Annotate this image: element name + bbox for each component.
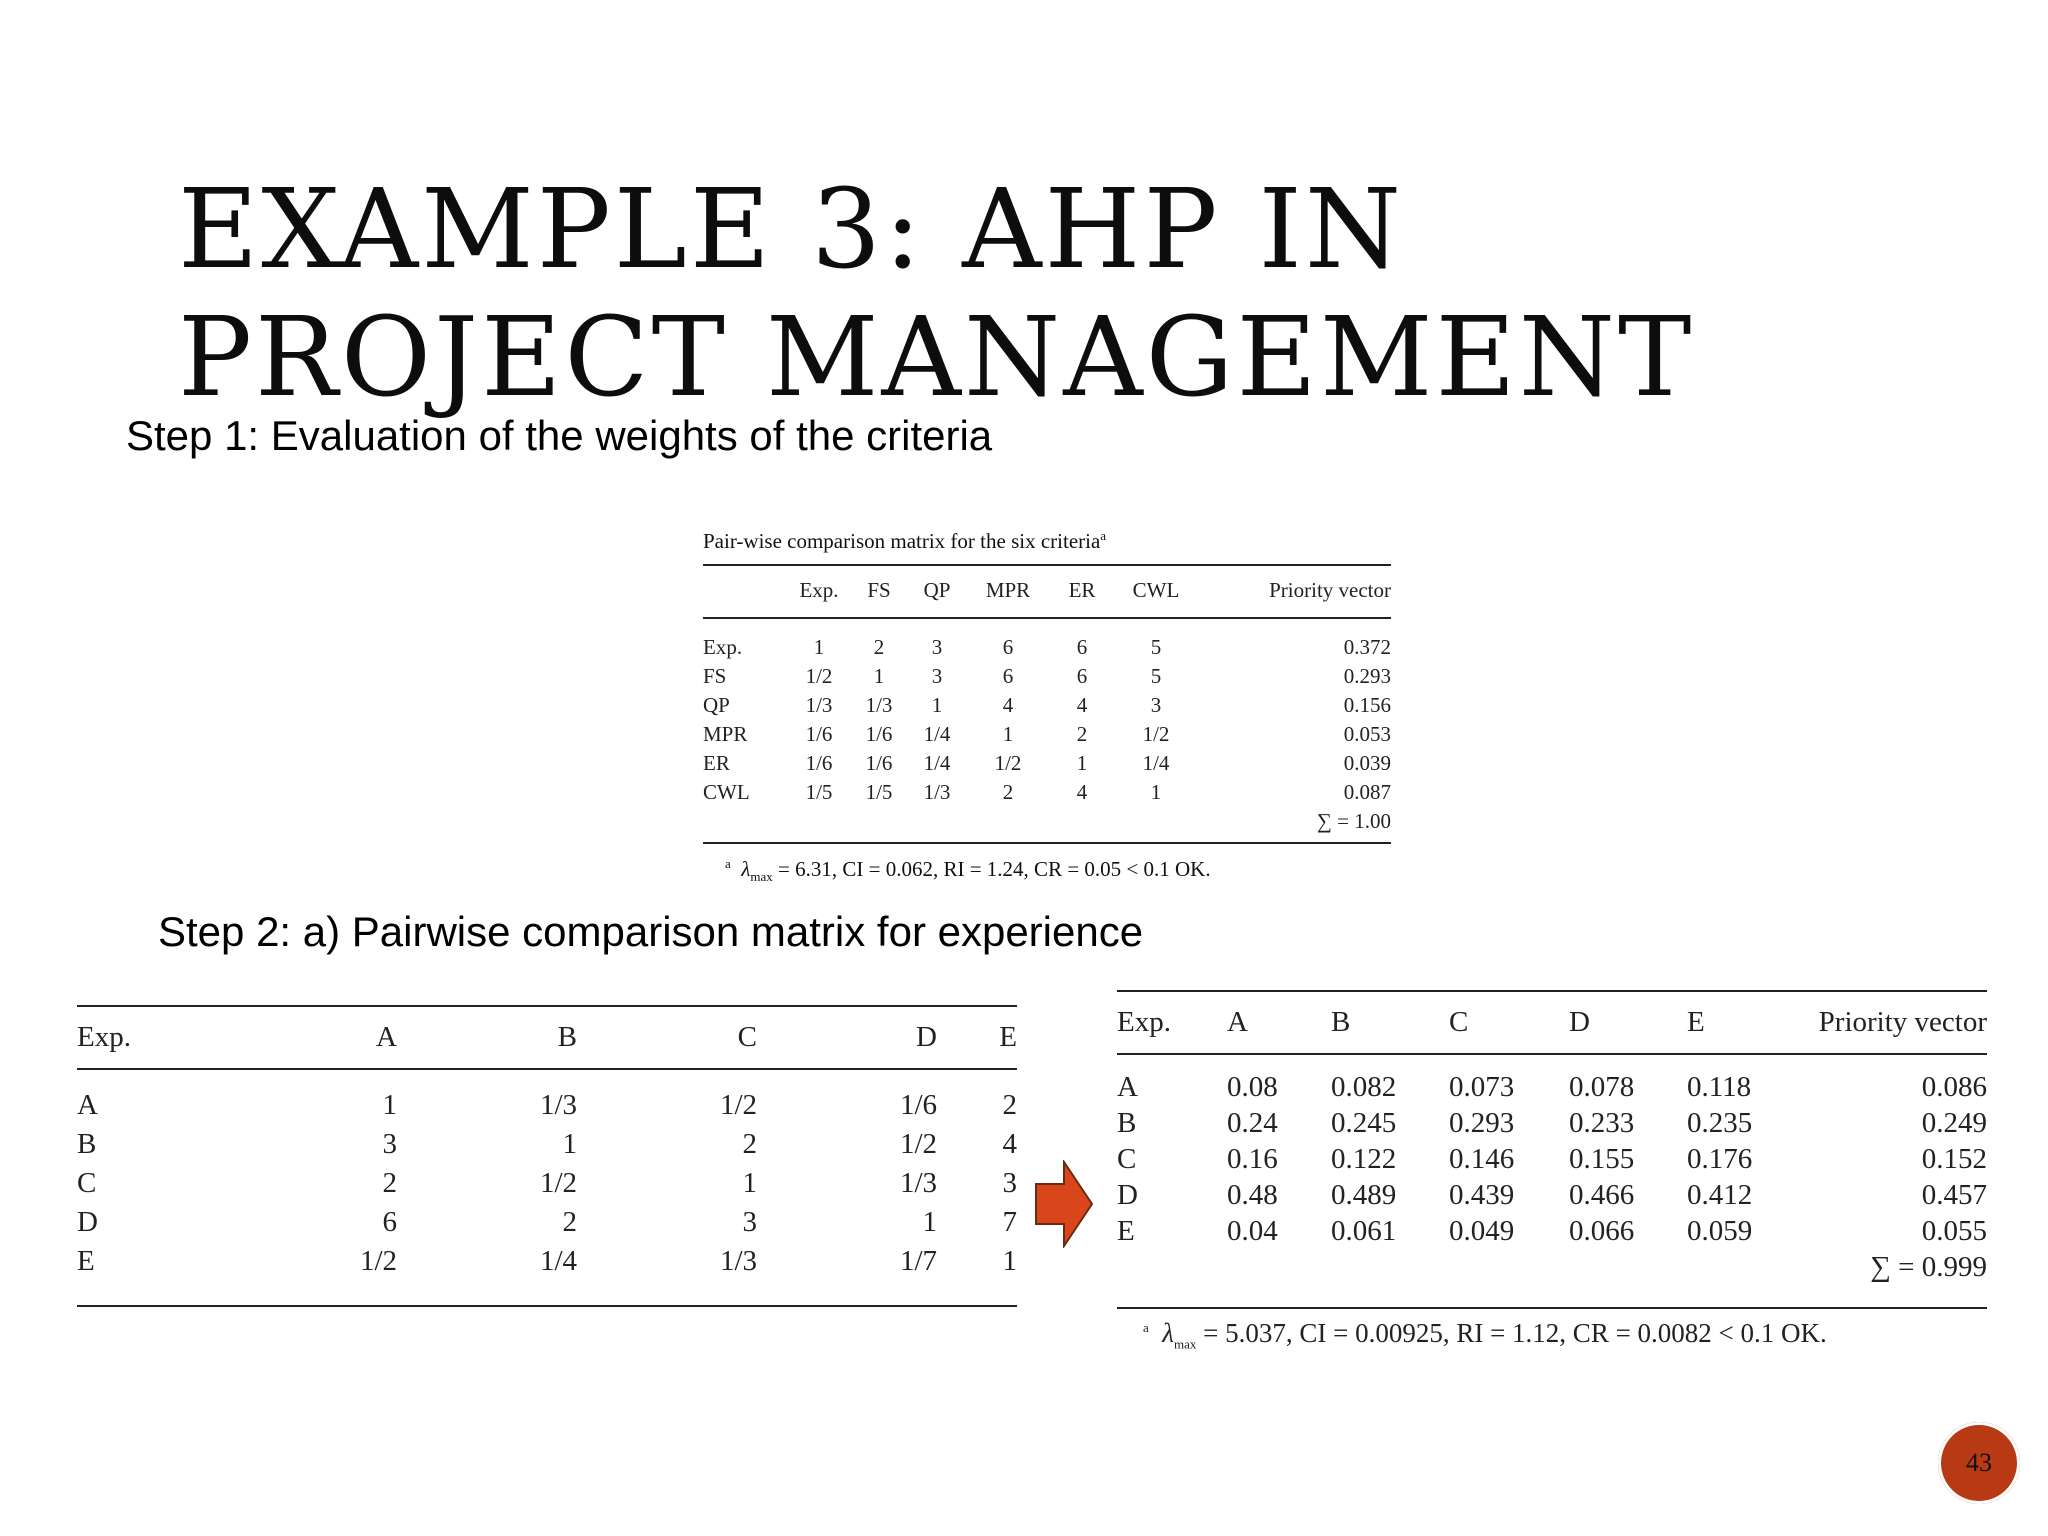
page-number-badge: [1938, 1422, 2020, 1504]
table-header-row: [77, 1006, 1017, 1069]
row-header: A: [1117, 1071, 1138, 1103]
table-cell: 1/2: [1142, 722, 1170, 746]
slide-title: [178, 165, 1878, 421]
table-cell: 6: [1002, 664, 1014, 688]
step-2-text: Step 2: a) Pairwise comparison matrix for experience: [158, 908, 1144, 955]
table-cell: 3: [382, 1128, 397, 1160]
table-cell: 0.24: [1227, 1107, 1278, 1139]
table-cell: 0.061: [1331, 1215, 1397, 1247]
table-row: [1117, 1105, 1987, 1141]
table-cell: 0.122: [1331, 1143, 1397, 1175]
table-row: [1117, 1141, 1987, 1177]
table-row: [1117, 1213, 1987, 1249]
table-cell: 6: [1076, 664, 1088, 688]
priority-cell: 0.156: [1343, 693, 1391, 717]
table-cell: 2: [382, 1167, 397, 1199]
table-cell: 1/2: [805, 664, 833, 688]
header-cell: A: [376, 1021, 397, 1053]
header-cell: A: [1227, 1006, 1248, 1038]
table-row: [77, 1203, 1017, 1242]
table-row: [703, 618, 1391, 662]
priority-cell: 0.372: [1343, 635, 1391, 659]
table-header-row: [703, 565, 1391, 618]
table-cell: 0.176: [1687, 1143, 1753, 1175]
table-cell: 6: [1002, 635, 1014, 659]
priority-cell: 0.053: [1343, 722, 1391, 746]
table-cell: 0.08: [1227, 1071, 1278, 1103]
table-cell: 0.293: [1449, 1107, 1515, 1139]
table-cell: 1: [922, 1206, 937, 1238]
header-cell: D: [1569, 1006, 1590, 1038]
slide-title-line-2: PROJECT MANAGEMENT: [178, 293, 1695, 421]
table-cell: 0.16: [1227, 1143, 1278, 1175]
table-cell: 1: [382, 1089, 397, 1121]
normalized-matrix-table: [1117, 990, 1987, 1309]
header-cell: CWL: [1132, 578, 1180, 602]
table-cell: 7: [1002, 1206, 1017, 1238]
table-row: [1117, 1177, 1987, 1213]
priority-cell: 0.293: [1343, 664, 1391, 688]
table-row: [77, 1069, 1017, 1125]
table-cell: 3: [931, 664, 943, 688]
table-cell: 1/7: [899, 1245, 937, 1277]
table-cell: 1/3: [923, 780, 951, 804]
header-cell: B: [557, 1021, 577, 1053]
table-cell: 0.04: [1227, 1215, 1278, 1247]
table-cell: 1/2: [539, 1167, 577, 1199]
row-header: E: [77, 1245, 95, 1277]
table-cell: 4: [1002, 693, 1014, 717]
table-cell: 0.233: [1569, 1107, 1635, 1139]
table-row: [77, 1242, 1017, 1306]
row-header: B: [1117, 1107, 1137, 1139]
table-header-row: [1117, 991, 1987, 1054]
table-cell: 4: [1002, 1128, 1017, 1160]
table-cell: 1/6: [899, 1089, 937, 1121]
table-cell: 1: [1076, 751, 1088, 775]
sum-row: [703, 807, 1391, 843]
table-cell: 1/3: [719, 1245, 757, 1277]
table-cell: 0.049: [1449, 1215, 1515, 1247]
header-cell: Exp.: [77, 1021, 131, 1053]
experience-comparison-table: [77, 1005, 1017, 1307]
row-header: QP: [703, 693, 730, 717]
table-cell: 4: [1076, 693, 1088, 717]
row-header: MPR: [703, 722, 748, 746]
table-cell: 1/2: [359, 1245, 397, 1277]
table-cell: 6: [382, 1206, 397, 1238]
header-cell: D: [916, 1021, 937, 1053]
header-cell: Exp.: [799, 578, 839, 602]
table-cell: 0.059: [1687, 1215, 1753, 1247]
table-cell: 2: [1002, 780, 1014, 804]
criteria-table-caption: Pair-wise comparison matrix for the six criteria$^a$: [703, 528, 1107, 553]
header-cell: E: [1687, 1006, 1705, 1038]
table-cell: 1: [873, 664, 885, 688]
header-cell: ER: [1068, 578, 1096, 602]
row-header: A: [77, 1089, 98, 1121]
right-arrow-icon: [1034, 1160, 1094, 1248]
table-cell: 1: [1150, 780, 1162, 804]
table-cell: 5: [1150, 635, 1162, 659]
table-cell: 1: [931, 693, 943, 717]
row-header: D: [1117, 1179, 1138, 1211]
header-cell: FS: [867, 578, 891, 602]
table-cell: 0.073: [1449, 1071, 1515, 1103]
table-cell: 3: [742, 1206, 757, 1238]
row-header: FS: [703, 664, 727, 688]
table-cell: 0.466: [1569, 1179, 1635, 1211]
table-cell: 1/5: [865, 780, 893, 804]
header-cell: E: [999, 1021, 1017, 1053]
row-header: E: [1117, 1215, 1135, 1247]
normalized-table-footnote: $^a$ $\lambda_{max} = 5.037$, CI = 0.00925, RI = 1.12, CR = 0.0082 < 0.1 OK.: [1143, 1318, 1827, 1352]
row-header: C: [77, 1167, 97, 1199]
sum-value: ∑ = 1.00: [1316, 809, 1391, 833]
header-cell: Priority vector: [1818, 1006, 1987, 1038]
table-cell: 1/2: [899, 1128, 937, 1160]
header-cell: MPR: [985, 578, 1031, 602]
step-1-text: Step 1: Evaluation of the weights of the criteria: [126, 412, 993, 459]
table-cell: 0.155: [1569, 1143, 1635, 1175]
table-cell: 0.082: [1331, 1071, 1397, 1103]
table-row: [703, 720, 1391, 749]
table-cell: 1/4: [539, 1245, 577, 1277]
table-cell: 0.235: [1687, 1107, 1753, 1139]
priority-cell: 0.087: [1343, 780, 1391, 804]
table-cell: 2: [1076, 722, 1088, 746]
criteria-table-footnote: $^a$ $\lambda_{max} = 6.31$, CI = 0.062, RI = 1.24, CR = 0.05 < 0.1 OK.: [725, 856, 1211, 885]
table-cell: 1/5: [805, 780, 833, 804]
table-cell: 0.245: [1331, 1107, 1397, 1139]
priority-cell: 0.039: [1343, 751, 1391, 775]
table-cell: 3: [1150, 693, 1162, 717]
table-cell: 1: [1002, 1245, 1017, 1277]
table-cell: 2: [1002, 1089, 1017, 1121]
table-cell: 1/2: [719, 1089, 757, 1121]
table-cell: 1/6: [865, 722, 893, 746]
table-cell: 1: [562, 1128, 577, 1160]
row-header: C: [1117, 1143, 1137, 1175]
priority-cell: 0.249: [1921, 1107, 1987, 1139]
table-cell: 5: [1150, 664, 1162, 688]
table-cell: 1/4: [1142, 751, 1170, 775]
table-row: [703, 778, 1391, 807]
row-header: B: [77, 1128, 97, 1160]
table-cell: 1/4: [923, 722, 951, 746]
slide-title-line-1: EXAMPLE 3: AHP IN: [178, 165, 1405, 293]
table-row: [703, 749, 1391, 778]
row-header: ER: [703, 751, 730, 775]
sum-value: ∑ = 0.999: [1870, 1251, 1987, 1283]
table-cell: 3: [1002, 1167, 1017, 1199]
table-row: [1117, 1054, 1987, 1105]
table-cell: 0.48: [1227, 1179, 1278, 1211]
table-cell: 0.066: [1569, 1215, 1635, 1247]
sum-row: [1117, 1249, 1987, 1308]
header-cell: Priority vector: [1269, 578, 1391, 602]
table-cell: 2: [873, 635, 885, 659]
caption-footnote-mark: a: [1100, 528, 1107, 543]
table-cell: 1/3: [865, 693, 893, 717]
table-cell: 2: [562, 1206, 577, 1238]
priority-cell: 0.086: [1921, 1071, 1987, 1103]
table-cell: 1/3: [805, 693, 833, 717]
table-cell: 1/2: [994, 751, 1022, 775]
header-cell: QP: [923, 578, 951, 602]
table-cell: 1: [813, 635, 825, 659]
table-cell: 6: [1076, 635, 1088, 659]
table-row: [703, 691, 1391, 720]
row-header: D: [77, 1206, 98, 1238]
header-cell: B: [1331, 1006, 1351, 1038]
table-cell: 0.489: [1331, 1179, 1397, 1211]
table-cell: 0.118: [1687, 1071, 1752, 1103]
header-cell: C: [1449, 1006, 1469, 1038]
table-cell: 0.078: [1569, 1071, 1635, 1103]
priority-cell: 0.055: [1921, 1215, 1987, 1247]
table-cell: 1/6: [805, 722, 833, 746]
priority-cell: 0.152: [1921, 1143, 1987, 1175]
header-cell: [703, 565, 789, 618]
table-cell: 0.146: [1449, 1143, 1515, 1175]
row-header: CWL: [703, 780, 750, 804]
criteria-comparison-table: [703, 564, 1391, 844]
table-cell: 1/4: [923, 751, 951, 775]
table-cell: 1: [1002, 722, 1014, 746]
table-cell: 1/6: [865, 751, 893, 775]
table-row: [77, 1125, 1017, 1164]
table-cell: 0.412: [1687, 1179, 1753, 1211]
criteria-table-block: [703, 528, 1391, 885]
table-cell: 2: [742, 1128, 757, 1160]
table-cell: 3: [931, 635, 943, 659]
table-cell: 1/6: [805, 751, 833, 775]
row-header: Exp.: [703, 635, 743, 659]
table-row: [77, 1164, 1017, 1203]
table-cell: 1/3: [539, 1089, 577, 1121]
table-cell: 0.439: [1449, 1179, 1515, 1211]
table-cell: 1/3: [899, 1167, 937, 1199]
header-cell: Exp.: [1117, 1006, 1171, 1038]
header-cell: C: [737, 1021, 757, 1053]
priority-cell: 0.457: [1921, 1179, 1987, 1211]
table-cell: 1: [742, 1167, 757, 1199]
table-cell: 4: [1076, 780, 1088, 804]
table-row: [703, 662, 1391, 691]
page-number: 43: [1966, 1448, 1992, 1477]
